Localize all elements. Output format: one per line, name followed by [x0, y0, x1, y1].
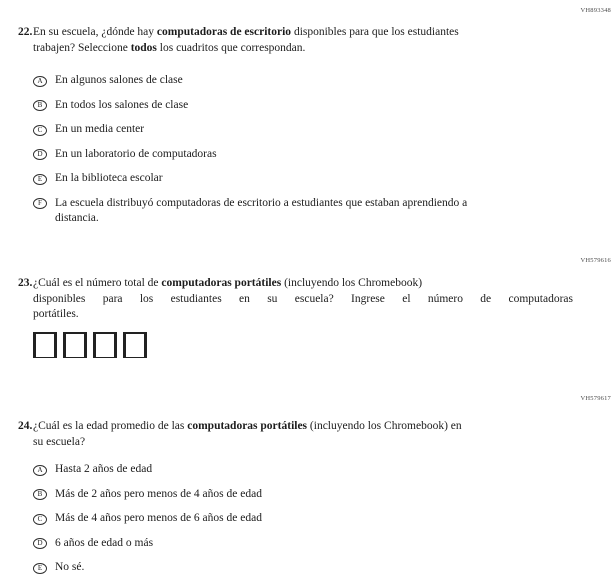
- question-24: [18, 419, 576, 585]
- option-bubble-b-icon[interactable]: B: [33, 489, 47, 500]
- option-bubble-a-icon[interactable]: A: [33, 465, 47, 476]
- question-code-vh579617: VH579617: [580, 395, 611, 402]
- prompt-text: disponibles para que los estudiantes: [291, 26, 459, 38]
- prompt-text-bold: todos: [130, 41, 157, 54]
- number-entry-boxes: [33, 332, 576, 358]
- option-bubble-a-icon[interactable]: A: [33, 76, 47, 87]
- prompt-text-bold: computadoras de escritorio: [156, 26, 292, 38]
- option-text-italic: media center: [85, 123, 145, 135]
- option-label: En un laboratorio de computadoras: [55, 147, 217, 160]
- option-bubble-e-icon[interactable]: E: [33, 174, 47, 185]
- prompt-text: disponibles para los estudiantes en su escuela? Ingrese el número de computadoras: [33, 292, 573, 305]
- option-bubble-d-icon[interactable]: D: [33, 538, 47, 549]
- option-row-c[interactable]: [33, 122, 576, 138]
- option-label: No sé.: [55, 561, 85, 573]
- question-number: 22.: [18, 26, 33, 38]
- option-label: En algunos salones de clase: [55, 74, 183, 86]
- prompt-text: trabajen? Seleccione: [33, 41, 131, 54]
- option-bubble-f-icon[interactable]: F: [33, 198, 47, 209]
- question-prompt: [33, 25, 573, 56]
- prompt-text: ¿Cuál es la edad promedio de las: [33, 420, 188, 432]
- option-label: En la biblioteca escolar: [55, 172, 163, 184]
- question-code-vh579616: VH579616: [580, 257, 611, 264]
- question-22: [18, 25, 576, 236]
- prompt-text-bold: computadoras portátiles: [187, 420, 308, 432]
- prompt-text: (incluyendo los Chromebook) en: [307, 420, 462, 432]
- prompt-text: portátiles.: [33, 308, 79, 320]
- option-row-f[interactable]: [33, 196, 576, 227]
- question-number: 23.: [18, 277, 33, 289]
- option-list: [33, 462, 576, 576]
- question-number: 24.: [18, 420, 33, 432]
- option-bubble-c-icon[interactable]: C: [33, 514, 47, 525]
- digit-input-box-3[interactable]: [93, 332, 117, 358]
- digit-input-box-2[interactable]: [63, 332, 87, 358]
- prompt-text: En su escuela, ¿dónde hay: [33, 26, 157, 38]
- option-text: distancia.: [55, 212, 99, 224]
- option-bubble-e-icon[interactable]: E: [33, 563, 47, 574]
- option-label: En todos los salones de clase: [55, 98, 189, 111]
- prompt-text: los cuadritos que correspondan.: [156, 41, 306, 54]
- option-label: Más de 4 años pero menos de 6 años de edad: [55, 512, 262, 524]
- option-list: [33, 73, 576, 227]
- option-row-e[interactable]: [33, 560, 576, 576]
- option-row-b[interactable]: [33, 98, 576, 114]
- prompt-text-bold: computadoras portátiles: [161, 277, 282, 289]
- option-bubble-d-icon[interactable]: D: [33, 149, 47, 160]
- question-23: [18, 276, 576, 358]
- option-row-c[interactable]: [33, 511, 576, 527]
- question-prompt: [33, 419, 573, 450]
- option-text: En un: [55, 123, 86, 135]
- digit-input-box-1[interactable]: [33, 332, 57, 358]
- option-row-d[interactable]: [33, 536, 576, 552]
- option-row-b[interactable]: [33, 487, 576, 503]
- digit-input-box-4[interactable]: [123, 332, 147, 358]
- option-label: 6 años de edad o más: [55, 536, 154, 549]
- prompt-text: (incluyendo los Chromebook): [281, 277, 423, 289]
- option-row-e[interactable]: [33, 171, 576, 187]
- option-label: [55, 122, 144, 138]
- option-row-a[interactable]: [33, 73, 576, 89]
- option-text: La escuela distribuyó computadoras de escritorio a estudiantes que estaban aprendiendo a: [55, 196, 468, 209]
- prompt-text: su escuela?: [33, 435, 86, 448]
- prompt-text: ¿Cuál es el número total de: [33, 277, 162, 289]
- option-bubble-c-icon[interactable]: C: [33, 125, 47, 136]
- option-label: Más de 2 años pero menos de 4 años de edad: [55, 487, 262, 500]
- question-code-vh893348: VH893348: [580, 7, 611, 14]
- option-label: [55, 196, 467, 227]
- option-row-a[interactable]: [33, 462, 576, 478]
- option-bubble-b-icon[interactable]: B: [33, 100, 47, 111]
- option-row-d[interactable]: [33, 147, 576, 163]
- option-label: Hasta 2 años de edad: [55, 463, 153, 475]
- question-prompt: [33, 276, 573, 323]
